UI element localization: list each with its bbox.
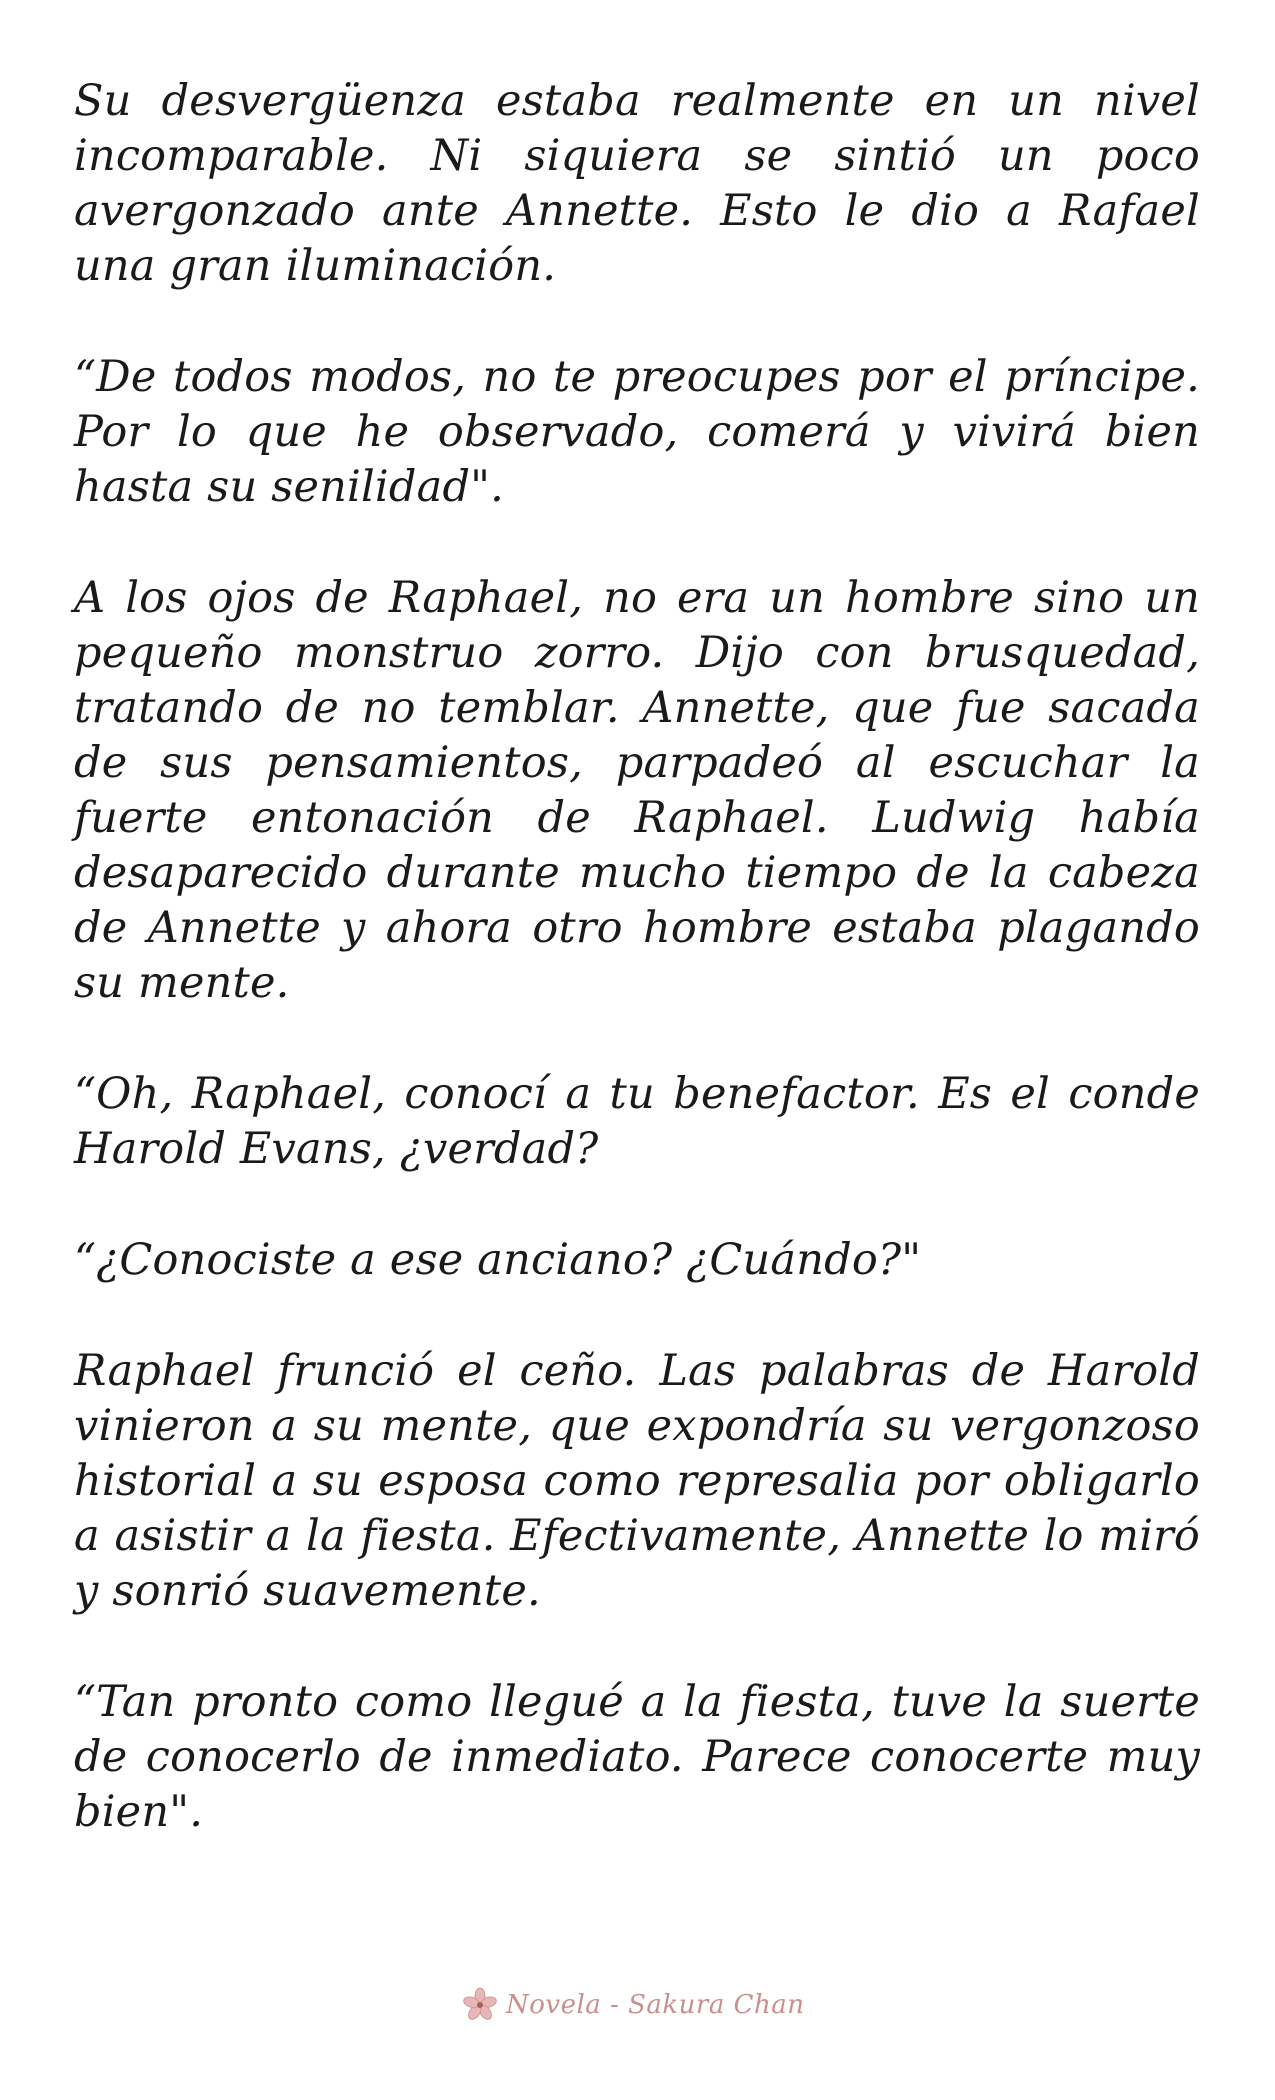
- paragraph-1: Su desvergüenza estaba realmente en un nivel incomparable. Ni siquiera se sintió un poco avergonzado ante Annette. Esto le dio a Rafael una gran iluminación.: [74, 76, 1200, 291]
- paragraph-3: A los ojos de Raphael, no era un hombre sino un pequeño monstruo zorro. Dijo con brusquedad, tratando de no temblar. Annette, que fue sacada de sus pensamientos, parpadeó al escuchar la fuerte entonación de Raphael. Ludwig había desaparecido durante mucho tiempo de la cabeza de Annette y ahora otro hombre estaba plagando su mente.: [74, 573, 1200, 1008]
- watermark-text: Novela - Sakura Chan: [506, 1990, 805, 2020]
- paragraph-5: “¿Conociste a ese anciano? ¿Cuándo?": [74, 1235, 922, 1285]
- sakura-flower-icon: [460, 1985, 500, 2025]
- paragraph-7: “Tan pronto como llegué a la fiesta, tuve la suerte de conocerlo de inmediato. Parece conocerte muy bien".: [74, 1677, 1200, 1837]
- chapter-text: [74, 74, 1200, 1896]
- paragraph-4: “Oh, Raphael, conocí a tu benefactor. Es el conde Harold Evans, ¿verdad?: [74, 1069, 1200, 1174]
- paragraph-6: Raphael frunció el ceño. Las palabras de Harold vinieron a su mente, que expondría su vergonzoso historial a su esposa como represalia por obligarlo a asistir a la fiesta. Efectivamente, Annette lo miró y sonrió suavemente.: [74, 1346, 1200, 1616]
- paragraph-2: “De todos modos, no te preocupes por el príncipe. Por lo que he observado, comerá y vivirá bien hasta su senilidad".: [74, 352, 1200, 512]
- watermark: [460, 1985, 805, 2025]
